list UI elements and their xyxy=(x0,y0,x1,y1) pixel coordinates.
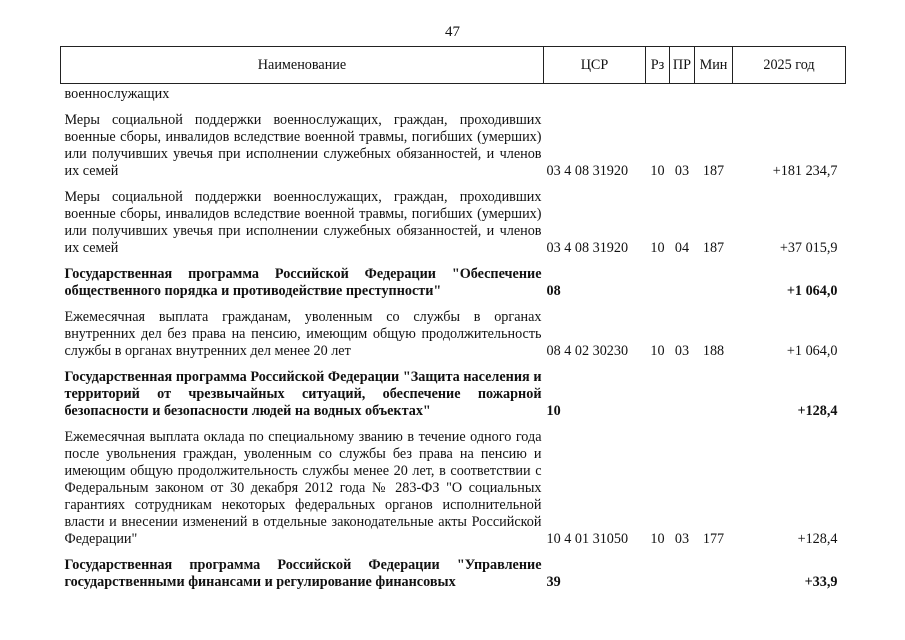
row-amount xyxy=(733,84,846,104)
row-csr: 10 4 01 31050 xyxy=(546,531,629,547)
table-row-program xyxy=(61,257,846,300)
page-number: 47 xyxy=(445,24,460,40)
header-min: Мин xyxy=(695,47,733,84)
row-pr: 03 xyxy=(674,531,690,547)
row-pr: 04 xyxy=(674,240,690,256)
row-amount: +181 234,7 xyxy=(772,163,838,179)
row-name: Меры социальной поддержки военнослужащих, граждан, проходивших военные сборы, инвалидов вследствие военной травмы, погибших (умерших) или получивших увечья при исполнении служебных обязанностей, и членов их семей xyxy=(64,112,542,179)
row-csr: 10 xyxy=(546,403,561,419)
row-csr: 39 xyxy=(546,574,561,590)
header-year: 2025 год xyxy=(733,47,846,84)
table-row xyxy=(61,180,846,257)
row-rz: 10 xyxy=(650,240,665,256)
header-rz: Рз xyxy=(646,47,670,84)
row-amount: +33,9 xyxy=(804,574,838,590)
table-row-program xyxy=(61,548,846,591)
row-min: 188 xyxy=(702,343,725,359)
row-amount: +37 015,9 xyxy=(779,240,838,256)
row-pr: 03 xyxy=(674,343,690,359)
row-csr: 08 4 02 30230 xyxy=(546,343,629,359)
row-min: 177 xyxy=(702,531,725,547)
row-csr: 03 4 08 31920 xyxy=(546,240,629,256)
row-name: Государственная программа Российской Федерации "Защита населения и территорий от чрезвычайных ситуаций, обеспечение пожарной безопасности и безопасности людей на водных объектах" xyxy=(64,369,542,419)
table-row xyxy=(61,103,846,180)
row-csr: 03 4 08 31920 xyxy=(546,163,629,179)
row-amount: +128,4 xyxy=(797,531,838,547)
header-csr: ЦСР xyxy=(544,47,646,84)
row-rz xyxy=(646,548,670,591)
row-csr: 08 xyxy=(546,283,561,299)
row-min xyxy=(695,548,733,591)
row-min xyxy=(695,257,733,300)
table-row xyxy=(61,84,846,104)
row-rz: 10 xyxy=(650,531,665,547)
row-name: Ежемесячная выплата гражданам, уволенным со службы в органах внутренних дел без права на пенсию, имеющим общую продолжительность службы в органах внутренних дел менее 20 лет xyxy=(64,309,542,359)
row-name: Ежемесячная выплата оклада по специальному званию в течение одного года после увольнения граждан, уволенным со службы без права на пенсию и имеющим общую продолжительность службы менее 20 лет, в соответствии с Федеральным законом от 30 декабря 2012 года № 283-ФЗ "О социальных гарантиях сотрудникам некоторых федеральных органов исполнительной власти и внесении изменений в отдельные законодательные акты Российской Федерации" xyxy=(64,429,542,547)
row-pr xyxy=(670,257,695,300)
row-rz: 10 xyxy=(650,343,665,359)
row-min: 187 xyxy=(702,240,725,256)
row-pr xyxy=(670,84,695,104)
row-amount: +1 064,0 xyxy=(786,283,838,299)
row-name: военнослужащих xyxy=(64,86,170,102)
budget-table xyxy=(60,46,846,591)
row-min: 187 xyxy=(702,163,725,179)
row-name: Государственная программа Российской Федерации "Управление государственными финансами и регулирование финансовых xyxy=(64,557,542,590)
row-name: Меры социальной поддержки военнослужащих, граждан, проходивших военные сборы, инвалидов вследствие военной травмы, погибших (умерших) или получивших увечья при исполнении служебных обязанностей, и членов их семей xyxy=(64,189,542,256)
header-name: Наименование xyxy=(61,47,544,84)
row-rz xyxy=(646,84,670,104)
row-min xyxy=(695,84,733,104)
row-amount: +128,4 xyxy=(797,403,838,419)
table-header-row xyxy=(61,47,846,84)
header-pr: ПР xyxy=(670,47,695,84)
table-row xyxy=(61,420,846,548)
row-rz xyxy=(646,360,670,420)
row-amount: +1 064,0 xyxy=(786,343,838,359)
table-row xyxy=(61,300,846,360)
row-csr xyxy=(544,84,646,104)
row-pr xyxy=(670,360,695,420)
table-row-program xyxy=(61,360,846,420)
row-min xyxy=(695,360,733,420)
row-rz: 10 xyxy=(650,163,665,179)
row-name: Государственная программа Российской Федерации "Обеспечение общественного порядка и противодействие преступности" xyxy=(64,266,542,299)
row-pr: 03 xyxy=(674,163,690,179)
row-pr xyxy=(670,548,695,591)
row-rz xyxy=(646,257,670,300)
